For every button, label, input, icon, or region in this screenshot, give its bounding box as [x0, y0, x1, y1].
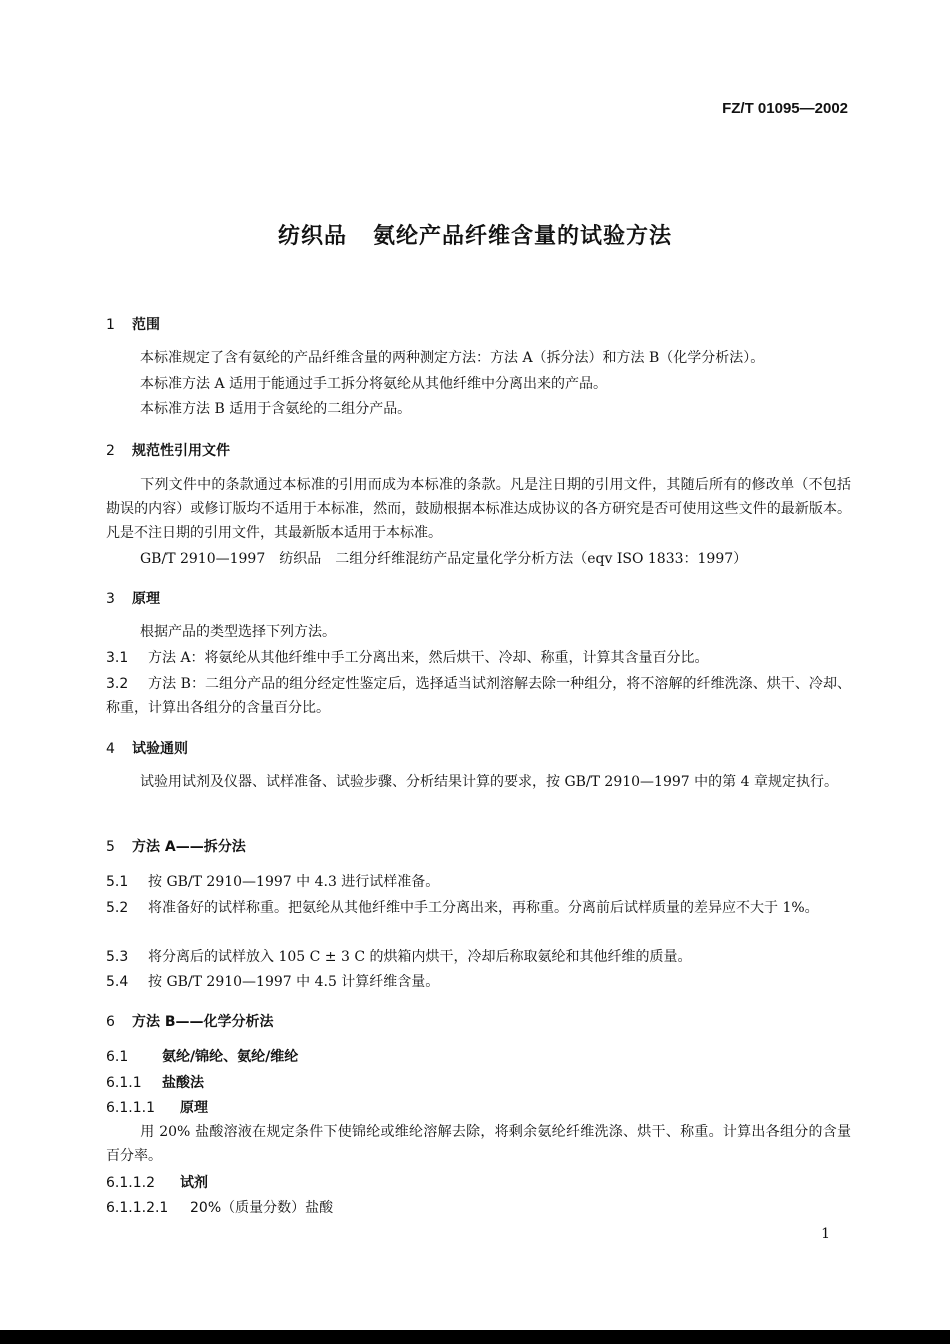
clause-5-4: 5.4 按 GB/T 2910—1997 中 4.5 计算纤维含量。 [106, 974, 440, 990]
s6-principle-paragraph: 用 20% 盐酸溶液在规定条件下使锦纶或维纶溶解去除，将剩余氨纶纤维洗涤、烘干、称重。计算出各组分的含量百分率。 [106, 1124, 851, 1164]
subsection-6-1: 6.1 氨纶/锦纶、氨纶/维纶 [106, 1049, 299, 1065]
document-title [0, 219, 950, 250]
subsection-6-1-1-2: 6.1.1.2 试剂 [106, 1175, 208, 1191]
section-5-heading: 5 方法 A——拆分法 [106, 839, 246, 855]
section-2-heading: 2 规范性引用文件 [106, 443, 230, 459]
clause-3-2: 3.2 方法 B：二组分产品的组分经定性鉴定后，选择适当试剂溶解去除一种组分，将不溶解的纤维洗涤、烘干、冷却、称重，计算出各组分的含量百分比。 [106, 676, 851, 716]
section-6-heading: 6 方法 B——化学分析法 [106, 1014, 274, 1030]
title-part2: 氨纶产品纤维含量的试验方法 [373, 224, 673, 249]
standard-code: FZ/T 01095—2002 [722, 100, 848, 117]
bottom-scan-edge [0, 1330, 950, 1344]
clause-5-1: 5.1 按 GB/T 2910—1997 中 4.3 进行试样准备。 [106, 874, 440, 890]
s2-paragraph-1: 下列文件中的条款通过本标准的引用而成为本标准的条款。凡是注日期的引用文件，其随后所有的修改单（不包括勘误的内容）或修订版均不适用于本标准，然而，鼓励根据本标准达成协议的各方研究是否可使用这些文件的最新版本。凡是不注日期的引用文件，其最新版本适用于本标准。 [106, 477, 851, 541]
clause-5-3: 5.3 将分离后的试样放入 105 C ± 3 C 的烘箱内烘干，冷却后称取氨纶和其他纤维的质量。 [106, 949, 692, 965]
s1-paragraph-2: 本标准方法 A 适用于能通过手工拆分将氨纶从其他纤维中分离出来的产品。 [140, 376, 608, 392]
section-4-heading: 4 试验通则 [106, 741, 188, 757]
s1-paragraph-1: 本标准规定了含有氨纶的产品纤维含量的两种测定方法：方法 A（拆分法）和方法 B（化学分析法）。 [140, 350, 765, 366]
section-1-heading: 1 范围 [106, 317, 160, 333]
section-3-heading: 3 原理 [106, 591, 160, 607]
title-part1: 纺织品 [277, 224, 347, 249]
subsection-6-1-1-2-1: 6.1.1.2.1 20%（质量分数）盐酸 [106, 1200, 334, 1216]
clause-3-1: 3.1 方法 A：将氨纶从其他纤维中手工分离出来，然后烘干、冷却、称重，计算其含量百分比。 [106, 650, 709, 666]
subsection-6-1-1-1: 6.1.1.1 原理 [106, 1100, 208, 1116]
s3-paragraph-1: 根据产品的类型选择下列方法。 [140, 624, 336, 640]
page-number: 1 [821, 1226, 830, 1242]
s4-paragraph-1: 试验用试剂及仪器、试样准备、试验步骤、分析结果计算的要求，按 GB/T 2910—1997 中的第 4 章规定执行。 [140, 774, 838, 790]
s1-paragraph-3: 本标准方法 B 适用于含氨纶的二组分产品。 [140, 401, 412, 417]
s2-reference: GB/T 2910—1997 纺织品 二组分纤维混纺产品定量化学分析方法（eqv ISO 1833：1997） [140, 551, 748, 567]
clause-5-2: 5.2 将准备好的试样称重。把氨纶从其他纤维中手工分离出来，再称重。分离前后试样质量的差异应不大于 1%。 [106, 900, 819, 916]
subsection-6-1-1: 6.1.1 盐酸法 [106, 1075, 204, 1091]
